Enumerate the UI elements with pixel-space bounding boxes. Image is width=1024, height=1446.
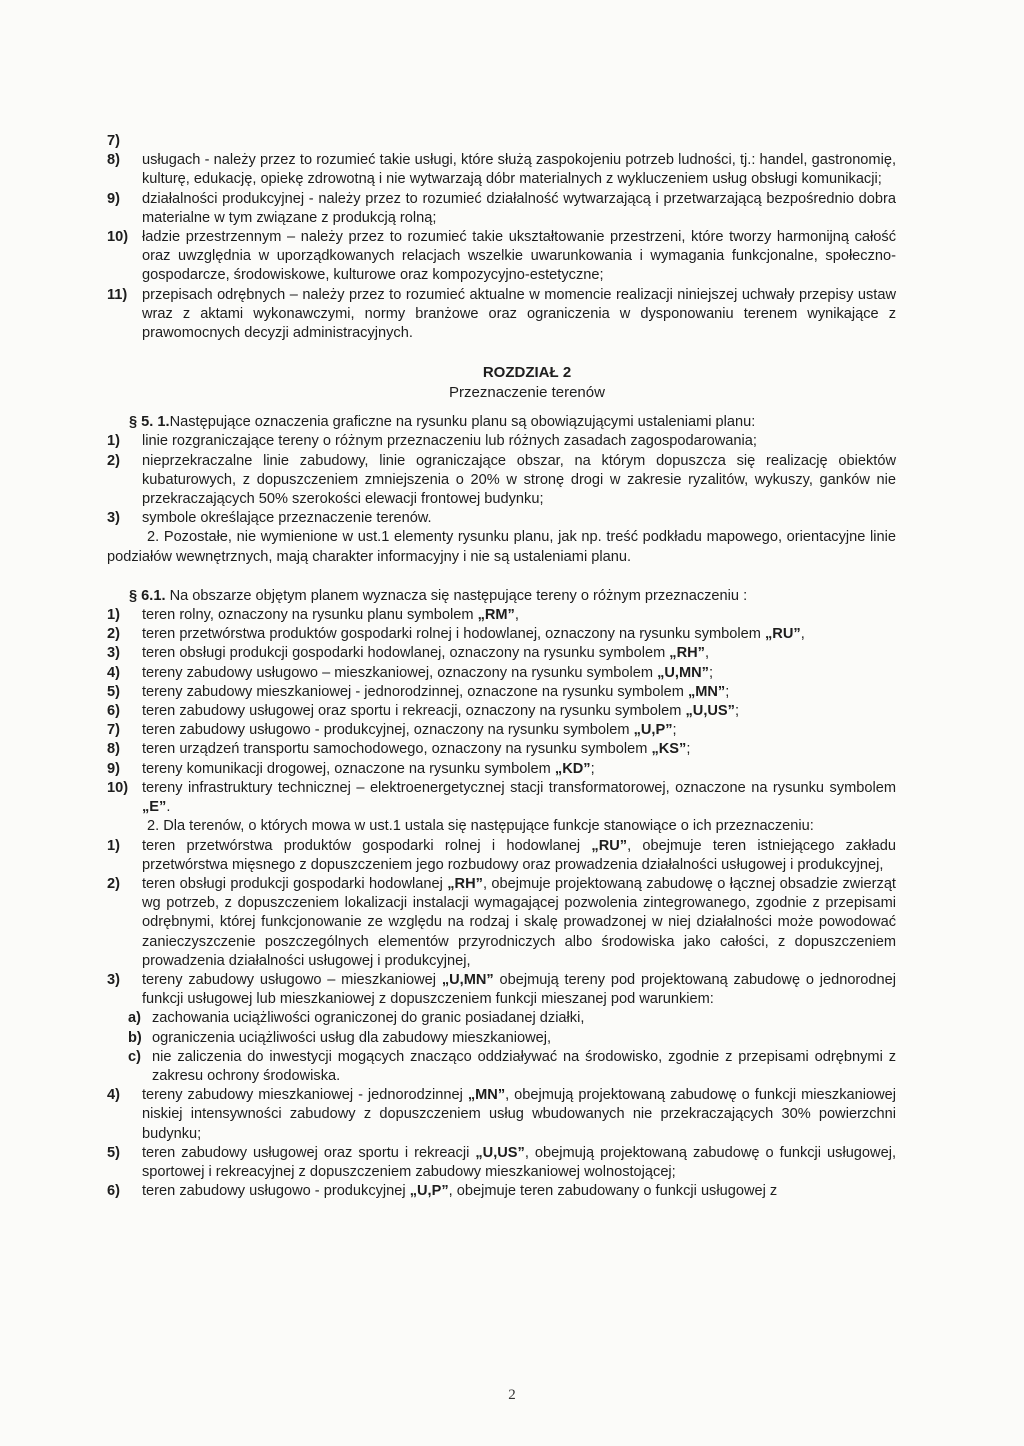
item-text: tereny zabudowy mieszkaniowej - jednorodzinnej: [142, 1087, 468, 1104]
item-text: teren przetwórstwa produktów gospodarki rolnej i hodowlanej: [142, 837, 592, 854]
item-number: 10): [107, 229, 129, 246]
item-text: tereny zabudowy usługowo – mieszkaniowej: [142, 971, 442, 988]
item-end: ;: [725, 683, 730, 700]
item-text: teren zabudowy usługowo - produkcyjnej: [142, 1183, 410, 1200]
item-number: 2): [107, 626, 120, 643]
item-text: działalności produkcyjnej - należy przez to rozumieć działalność wytwarzającą i przetwarzającą bezpośrednio dobra materialne w tym związane z produkcją rolną;: [142, 190, 896, 226]
condition-item: [0, 1048, 1024, 1086]
item-end: ;: [590, 760, 595, 777]
function-item: [0, 1086, 1024, 1144]
item-number: 3): [107, 645, 120, 662]
item-text: teren rolny, oznaczony na rysunku planu symbolem: [142, 607, 478, 624]
symbol-code: „KD”: [554, 760, 591, 777]
list-item: [0, 452, 1024, 510]
chapter-title: ROZDZIAŁ 2: [482, 364, 572, 382]
symbol-code: „U,P”: [633, 722, 673, 739]
symbol-code: „KS”: [651, 741, 687, 758]
item-number: 2): [107, 452, 120, 469]
symbol-code: „U,US”: [685, 703, 735, 720]
item-text-cont: , obejmują projektowaną zabudowę o funkcji usługowej, sportowej i rekreacyjnej z dopuszczeniem zabudowy mieszkaniowej wolnostojącej;: [142, 1144, 896, 1180]
symbol-code: „U,P”: [409, 1183, 449, 1200]
item-text: nieprzekraczalne linie zabudowy, linie ograniczające obszar, na którym dopuszcza się realizację obiektów kubaturowych, z dopuszczeniem zmniejszenia o 20% w stronę drogi w zakresie ryzalitów, wykuszy, ganków nie przekraczających 50% szerokości elewacji frontowej budynku;: [142, 452, 896, 508]
section-6-paragraph-2: 2. Dla terenów, o których mowa w ust.1 ustala się następujące funkcje stanowiące o ich przeznaczeniu:: [147, 818, 814, 835]
item-number: 5): [107, 683, 120, 700]
item-text: usługach - należy przez to rozumieć takie usługi, które służą zaspokojeniu potrzeb ludności, tj.: handel, gastronomię, kulturę, edukację, opiekę zdrowotną i nie wytwarzają dóbr materialnych z wykluczeniem usług obsługi komunikacji;: [142, 152, 896, 188]
item-text: teren zabudowy usługowo - produkcyjnej, oznaczony na rysunku symbolem: [142, 722, 634, 739]
condition-item: [0, 1029, 1024, 1048]
symbol-code: „E”: [142, 799, 167, 816]
section-5-paragraph-2: 2. Pozostałe, nie wymienione w ust.1 elementy rysunku planu, jak np. treść podkładu mapowego, orientacyjne linie podziałów wewnętrznych, mają charakter informacyjny i nie są ustaleniami planu.: [107, 529, 896, 565]
section-6-intro: [0, 587, 1024, 606]
item-text-cont: , obejmuje teren zabudowany o funkcji usługowej z: [448, 1183, 778, 1200]
item-number: 7): [107, 133, 120, 149]
definition-item: [0, 190, 1024, 228]
item-number: 4): [107, 664, 120, 681]
item-end: ;: [686, 741, 691, 758]
item-text: tereny komunikacji drogowej, oznaczone na rysunku symbolem: [142, 760, 555, 777]
item-text: linie rozgraniczające tereny o różnym przeznaczeniu lub różnych zasadach zagospodarowania;: [142, 433, 757, 450]
item-text-cont: obejmują tereny pod projektowaną zabudowę o jednorodnej funkcji usługowej lub mieszkaniowej z dopuszczeniem funkcji mieszanej pod warunkiem:: [142, 971, 896, 1008]
list-item: [0, 509, 1024, 528]
item-letter: a): [128, 1010, 141, 1027]
section-marker: § 6.1.: [129, 587, 166, 604]
page-number: 2: [508, 1387, 516, 1403]
list-item: [0, 664, 1024, 683]
list-item: [0, 606, 1024, 625]
section-marker: § 5. 1.: [129, 414, 170, 431]
item-number: 11): [107, 286, 128, 303]
function-item: [0, 875, 1024, 971]
item-number: 3): [107, 510, 120, 527]
item-number: 9): [107, 760, 120, 777]
item-end: ,: [514, 607, 519, 624]
item-text: ograniczenia uciążliwości usług dla zabudowy mieszkaniowej,: [152, 1029, 552, 1046]
symbol-code: „RH”: [447, 875, 483, 892]
symbol-code: „RU”: [765, 626, 801, 643]
function-item: [0, 971, 1024, 1009]
symbol-code: „RM”: [477, 607, 515, 624]
section-intro-text: Następujące oznaczenia graficzne na rysunku planu są obowiązującymi ustaleniami planu:: [169, 414, 756, 431]
condition-item: [0, 1009, 1024, 1028]
symbol-code: „U,MN”: [441, 971, 494, 988]
definition-item: [0, 132, 1024, 151]
symbol-code: „RH”: [669, 645, 705, 662]
item-text: teren urządzeń transportu samochodowego, oznaczony na rysunku symbolem: [142, 741, 652, 758]
item-number: 6): [107, 703, 120, 720]
list-item: [0, 625, 1024, 644]
item-number: 6): [107, 1183, 120, 1200]
list-item: [0, 760, 1024, 779]
item-text: teren przetwórstwa produktów gospodarki rolnej i hodowlanej, oznaczony na rysunku symbolem: [142, 626, 765, 643]
list-item: [0, 683, 1024, 702]
item-letter: b): [128, 1029, 142, 1046]
item-end: ,: [800, 626, 805, 643]
list-item: [0, 644, 1024, 663]
function-item: [0, 1182, 1024, 1201]
item-number: 1): [107, 837, 120, 854]
item-text: przepisach odrębnych – należy przez to rozumieć aktualne w momencie realizacji niniejszej uchwały przepisy ustaw wraz z aktami wykonawczymi, normy branżowe oraz ograniczenia w dysponowaniu terenem wynikające z prawomocnych decyzji administracyjnych.: [142, 286, 896, 342]
item-number: 9): [107, 190, 120, 207]
item-number: 8): [107, 741, 120, 758]
list-item: [0, 432, 1024, 451]
item-number: 1): [107, 607, 120, 624]
symbol-code: „MN”: [467, 1087, 506, 1104]
list-item: [0, 740, 1024, 759]
item-end: ;: [708, 664, 714, 681]
item-end: ;: [672, 722, 677, 739]
item-text: ładzie przestrzennym – należy przez to rozumieć takie ukształtowanie przestrzeni, które tworzy harmonijną całość oraz uwzględnia w uporządkowanych relacjach wszelkie uwarunkowania i wymagania funkcjonalne, społeczno-gospodarcze, środowiskowe, kulturowe oraz kompozycyjno-estetyczne;: [142, 229, 896, 284]
item-end: .: [166, 799, 171, 816]
item-text-cont: , obejmuje projektowaną zabudowę o łącznej obsadzie zwierząt wg potrzeb, z dopuszczeniem lokalizacji instalacji wymagającej pozwolenia zintegrowanego, zgodnie z przepisami odrębnymi, której funkcjonowanie ze względu na rodzaj i skalę prowadzonej w niej działalności może powodować zanieczyszczenie poszczególnych elementów przyrodniczych albo środowiska jako całości, z dopuszczeniem prowadzenia działalności usługowej i produkcyjnej,: [142, 875, 896, 969]
item-text: tereny zabudowy usługowo – mieszkaniowej, oznaczony na rysunku symbolem: [142, 664, 658, 681]
definition-item: [0, 286, 1024, 344]
list-item: [0, 721, 1024, 740]
document-body: [0, 132, 1024, 1201]
item-text: teren obsługi produkcji gospodarki hodowlanej, oznaczony na rysunku symbolem: [142, 645, 670, 662]
item-text: symbole określające przeznaczenie terenów.: [142, 510, 432, 527]
section-intro-text: Na obszarze objętym planem wyznacza się następujące tereny o różnym przeznaczeniu :: [169, 587, 748, 604]
symbol-code: „RU”: [591, 837, 628, 854]
item-number: 10): [107, 779, 129, 796]
chapter-subtitle: Przeznaczenie terenów: [449, 384, 605, 402]
item-number: 1): [107, 433, 120, 450]
item-end: ;: [734, 703, 740, 720]
item-text: zachowania uciążliwości ograniczonej do granic posiadanej działki,: [152, 1010, 585, 1027]
symbol-code: „U,US”: [475, 1144, 525, 1161]
symbol-code: „U,MN”: [657, 664, 709, 681]
function-item: [0, 1144, 1024, 1182]
item-text: tereny infrastruktury technicznej – elektroenergetycznej stacji transformatorowej, oznaczone na rysunku symbolem: [142, 779, 896, 796]
item-text: tereny zabudowy mieszkaniowej - jednorodzinnej, oznaczone na rysunku symbolem: [142, 683, 688, 700]
item-number: 5): [107, 1144, 120, 1161]
definition-item: [0, 228, 1024, 286]
item-text-cont: , obejmuje teren istniejącego zakładu przetwórstwa mięsnego z dopuszczeniem jego rozbudowy oraz prowadzenia działalności usługowej i produkcyjnej,: [142, 837, 896, 873]
item-end: ,: [704, 645, 710, 662]
function-item: [0, 837, 1024, 875]
item-text: teren zabudowy usługowej oraz sportu i rekreacji: [142, 1144, 476, 1161]
list-item: [0, 779, 1024, 817]
definition-item: [0, 151, 1024, 189]
item-letter: c): [128, 1048, 141, 1065]
item-text: teren zabudowy usługowej oraz sportu i rekreacji, oznaczony na rysunku symbolem: [142, 703, 686, 720]
item-number: 3): [107, 971, 120, 988]
item-number: 2): [107, 875, 120, 892]
list-item: [0, 702, 1024, 721]
symbol-code: „MN”: [687, 683, 726, 700]
item-number: 7): [107, 722, 120, 739]
item-number: 4): [107, 1087, 120, 1104]
item-number: 8): [107, 152, 120, 169]
item-text: teren obsługi produkcji gospodarki hodowlanej: [142, 875, 448, 892]
item-text-cont: , obejmują projektowaną zabudowę o funkcji mieszkaniowej niskiej intensywności zabudowy z dopuszczeniem usług wbudowanych nie przekraczających 30% powierzchni budynku;: [142, 1087, 896, 1142]
item-text: nie zaliczenia do inwestycji mogących znacząco oddziaływać na środowisko, zgodnie z przepisami odrębnymi z zakresu ochrony środowiska.: [152, 1048, 896, 1084]
section-5-intro: [0, 413, 1024, 432]
